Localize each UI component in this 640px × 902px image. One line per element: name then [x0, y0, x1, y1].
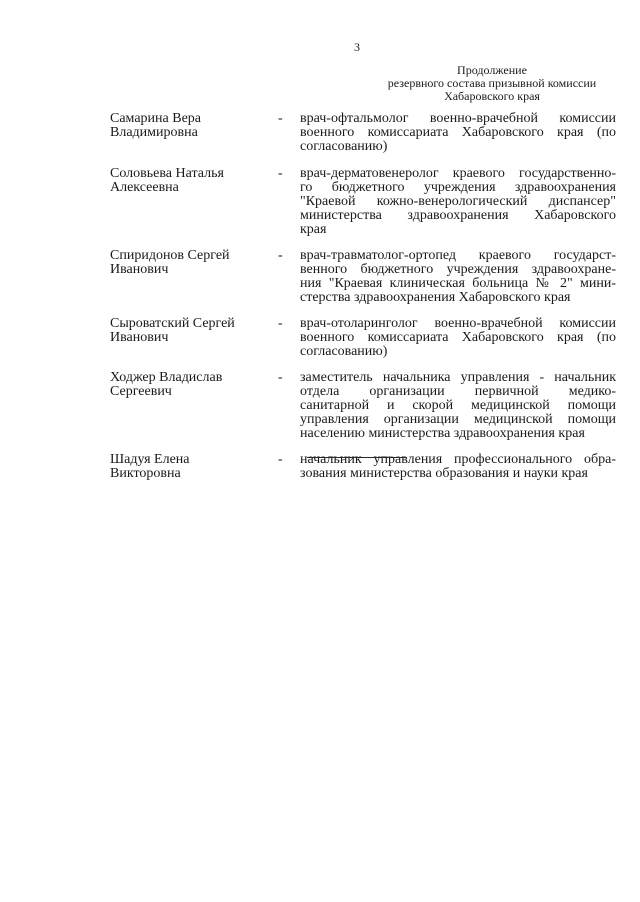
role-line: согласованию) [300, 139, 388, 154]
member-role [300, 317, 616, 359]
member-row [110, 371, 616, 441]
role-line: стерства здравоохранения Хабаровского края [300, 290, 571, 305]
member-name [110, 371, 278, 399]
role-line: края [300, 222, 327, 237]
continuation-header [372, 64, 612, 103]
page-number: 3 [354, 40, 360, 54]
member-patronymic: Иванович [110, 262, 169, 277]
role-line: отдела организации первичной медико- [300, 384, 616, 399]
member-row [110, 167, 616, 237]
role-line: венного бюджетного учреждения здравоохране- [300, 262, 616, 277]
role-line: врач-офтальмолог военно-врачебной комиссии [300, 111, 616, 126]
continuation-line-3: Хабаровского края [444, 89, 540, 103]
member-separator: - [278, 166, 283, 181]
member-row [110, 112, 616, 154]
role-line: военного комиссариата Хабаровского края (по [300, 330, 616, 345]
member-row [110, 317, 616, 359]
member-separator: - [278, 248, 283, 263]
role-line: военного комиссариата Хабаровского края (по [300, 125, 616, 140]
member-patronymic: Алексеевна [110, 180, 179, 195]
role-line: населению министерства здравоохранения края [300, 426, 585, 441]
member-name [110, 112, 278, 140]
member-name [110, 453, 278, 481]
member-patronymic: Викторовна [110, 466, 181, 481]
role-line: врач-дерматовенеролог краевого государственно- [300, 166, 616, 181]
end-of-list-rule [307, 457, 406, 458]
member-role [300, 112, 616, 154]
member-role [300, 249, 616, 305]
member-patronymic: Иванович [110, 330, 169, 345]
member-separator: - [278, 370, 283, 385]
role-line: зования министерства образования и науки края [300, 466, 588, 481]
continuation-line-2: резервного состава призывной комиссии [387, 76, 597, 90]
member-surname-name: Сыроватский Сергей [110, 316, 235, 331]
role-line: согласованию) [300, 344, 388, 359]
member-name [110, 317, 278, 345]
role-line: начальник управления профессионального обра- [300, 452, 616, 467]
member-row [110, 249, 616, 305]
role-line: врач-отоларинголог военно-врачебной комиссии [300, 316, 616, 331]
commission-member-list [110, 112, 616, 481]
role-line: министерства здравоохранения Хабаровского [300, 208, 616, 223]
member-surname-name: Самарина Вера [110, 111, 201, 126]
member-name [110, 167, 278, 195]
member-separator: - [278, 111, 283, 126]
member-separator: - [278, 316, 283, 331]
role-line: заместитель начальника управления - начальник [300, 370, 616, 385]
member-separator: - [278, 452, 283, 467]
member-role [300, 167, 616, 237]
member-surname-name: Спиридонов Сергей [110, 248, 230, 263]
role-line: го бюджетного учреждения здравоохранения [300, 180, 616, 195]
member-patronymic: Сергеевич [110, 384, 172, 399]
role-line: "Краевой кожно-венерологический диспансер" [300, 194, 616, 209]
role-line: врач-травматолог-ортопед краевого государст- [300, 248, 616, 263]
member-name [110, 249, 278, 277]
continuation-line-1: Продолжение [457, 63, 527, 77]
role-line: управления организации медицинской помощи [300, 412, 616, 427]
member-surname-name: Шадуя Елена [110, 452, 190, 467]
role-line: санитарной и скорой медицинской помощи [300, 398, 616, 413]
member-patronymic: Владимировна [110, 125, 198, 140]
member-role [300, 371, 616, 441]
role-line: ния "Краевая клиническая больница № 2" мини- [300, 276, 616, 291]
member-surname-name: Ходжер Владислав [110, 370, 223, 385]
member-surname-name: Соловьева Наталья [110, 166, 224, 181]
